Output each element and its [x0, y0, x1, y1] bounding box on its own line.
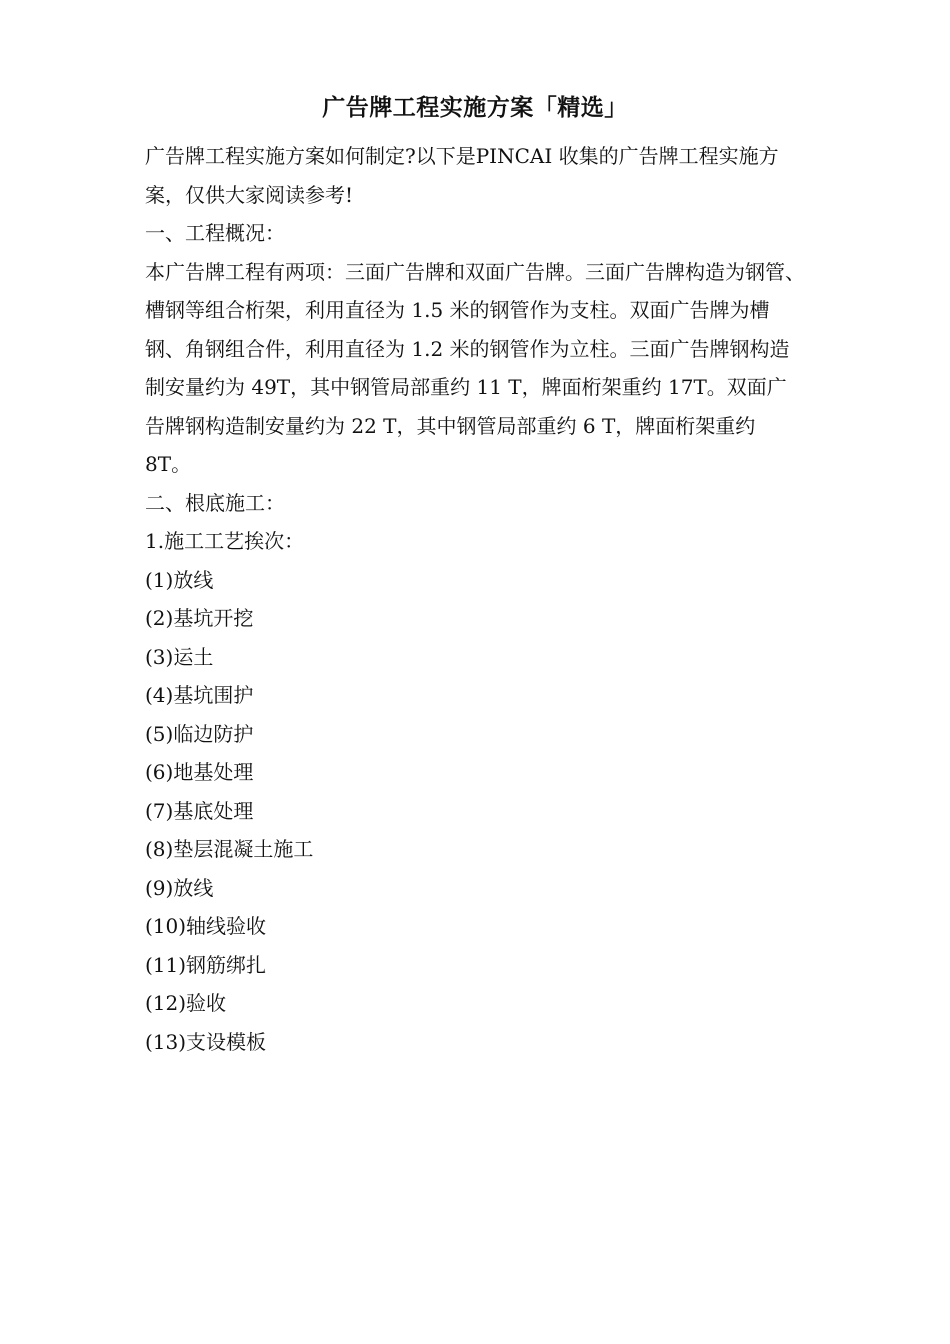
overview-paragraph: 本广告牌工程有两项：三面广告牌和双面广告牌。三面广告牌构造为钢管、槽钢等组合桁架，利用直径为 1.5 米的钢管作为支柱。双面广告牌为槽钢、角钢组合件，利用直径为 1.2 米的钢管作为立柱。三面广告牌钢构造制安量约为 49T，其中钢管局部重约 11 T，牌面桁架重约 17T。双面广告牌钢构造制安量约为 22 T，其中钢管局部重约 6 T，牌面桁架重约 8T。: [145, 259, 805, 476]
process-step: (1)放线: [145, 567, 214, 592]
process-step: (3)运土: [145, 644, 214, 669]
intro-paragraph: 广告牌工程实施方案如何制定?以下是PINCAI 收集的广告牌工程实施方案，仅供大家阅读参考!: [145, 144, 779, 207]
section-heading-overview: 一、工程概况：: [145, 221, 285, 245]
process-step: (5)临边防护: [145, 721, 254, 746]
document-title: 广告牌工程实施方案「精选」: [322, 94, 628, 121]
process-step: (9)放线: [145, 875, 214, 900]
process-step: (10)轴线验收: [145, 914, 267, 938]
process-step: (4)基坑围护: [145, 683, 254, 707]
process-step: (6)地基处理: [145, 760, 254, 784]
section-heading-foundation: 二、根底施工：: [145, 490, 285, 515]
process-step: (7)基底处理: [145, 798, 254, 823]
process-step: (11)钢筋绑扎: [145, 952, 267, 977]
subsection-heading-process: 1.施工工艺挨次：: [145, 529, 305, 553]
document-body: [145, 137, 805, 1061]
process-step: (2)基坑开挖: [145, 606, 254, 630]
process-step: (12)验收: [145, 991, 227, 1015]
process-step: (13)支设模板: [145, 1029, 267, 1054]
process-step: (8)垫层混凝土施工: [145, 837, 314, 861]
